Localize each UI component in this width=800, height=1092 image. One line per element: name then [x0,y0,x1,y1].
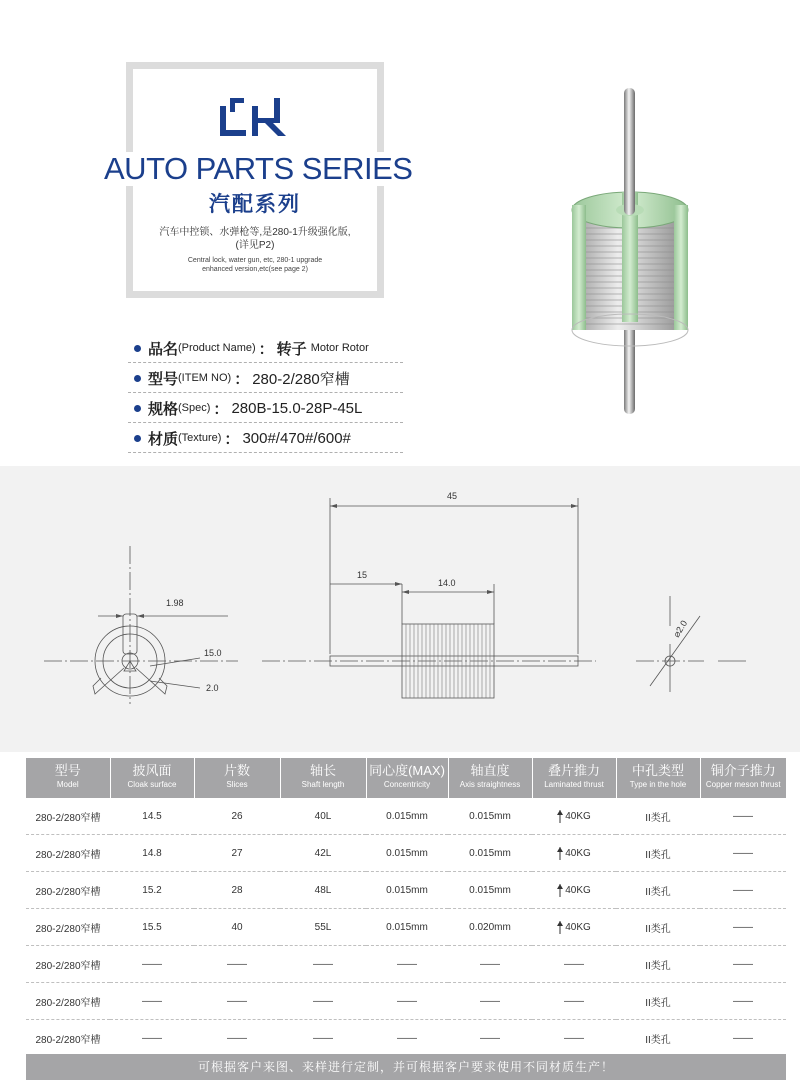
dimension-150-label: 15.0 [204,648,222,658]
spec-item-no: 型号 (ITEM NO) ： 280-2/280窄槽 [134,365,350,391]
bullet-icon [134,375,141,382]
description-cn [134,226,376,252]
table-cell: —— [110,946,194,983]
spec-label-en: (Product Name) [178,342,256,354]
table-cell: 280-2/280窄槽 [26,798,110,835]
technical-drawing [0,466,800,752]
dimension-45-label: 45 [447,491,458,501]
table-cell: II类孔 [616,983,700,1020]
thrust-value: 40KG [565,810,591,822]
table-cell: 26 [194,798,280,835]
dimension-14-label: 14.0 [438,578,456,588]
table-cell: 27 [194,835,280,872]
table-cell: 280-2/280窄槽 [26,946,110,983]
table-cell: —— [700,835,786,872]
bullet-icon [134,405,141,412]
thrust-arrow-icon [557,847,563,860]
table-row [26,946,786,983]
table-cell: —— [700,872,786,909]
table-cell: 14.5 [110,798,194,835]
table-cell: 280-2/280窄槽 [26,983,110,1020]
description-cn-line: 汽车中控锁、水弹枪等,是280-1升级强化版, [159,227,351,238]
table-cell: —— [280,983,366,1020]
table-cell: 15.2 [110,872,194,909]
table-cell: 14.8 [110,835,194,872]
table-cell: II类孔 [616,909,700,946]
table-cell: 0.015mm [366,798,448,835]
spec-label: 品名 [148,340,179,358]
table-cell: —— [532,946,616,983]
table-cell: —— [194,946,280,983]
table-cell: —— [194,983,280,1020]
footer-note: 可根据客户来图、来样进行定制，并可根据客户要求使用不同材质生产！ [26,1054,786,1080]
spec-spec: 规格 (Spec) ： 280B-15.0-28P-45L [134,395,362,421]
spec-table [26,758,786,1057]
table-cell: 280-2/280窄槽 [26,1020,110,1057]
table-row [26,872,786,909]
table-cell: II类孔 [616,835,700,872]
thrust-value: 40KG [565,847,591,859]
table-cell: 0.015mm [448,798,532,835]
spec-label-en: (ITEM NO) [178,372,232,384]
description-en-line: Central lock, water gun, etc, 280-1 upgrade [187,257,323,264]
dimension-198-label: 1.98 [166,598,184,608]
table-cell: 28 [194,872,280,909]
column-header: 轴长 Shaft length [280,758,366,798]
rotor-product-image [560,80,700,420]
series-title-cn: 汽配系列 [209,193,301,216]
table-row [26,835,786,872]
thrust-value: 40KG [565,921,591,933]
table-cell: II类孔 [616,946,700,983]
table-cell [532,798,616,835]
table-row [26,983,786,1020]
spec-product-name: 品名 (Product Name) ： 转子 Motor Rotor [134,335,369,361]
divider [128,422,403,423]
divider [128,392,403,393]
spec-label: 规格 [148,400,179,418]
table-cell: —— [366,946,448,983]
table-cell: II类孔 [616,798,700,835]
table-cell: —— [700,798,786,835]
table-cell [532,835,616,872]
thrust-arrow-icon [557,810,563,823]
table-header-row [26,758,786,798]
table-cell: II类孔 [616,1020,700,1057]
table-cell: 15.5 [110,909,194,946]
table-cell: 55L [280,909,366,946]
spec-label-en: (Texture) [178,432,222,444]
table-cell: —— [532,1020,616,1057]
table-cell [532,872,616,909]
column-header: 同心度(MAX) Concentricity [366,758,448,798]
table-cell: —— [700,946,786,983]
series-title: AUTO PARTS SERIES [104,151,413,186]
spec-value: 转子 [276,340,307,358]
spec-label: 型号 [148,370,179,388]
table-cell: —— [194,1020,280,1057]
table-cell [532,909,616,946]
table-cell: 0.015mm [366,835,448,872]
description-en [134,256,376,274]
description-en-line: enhanced version,etc(see page 2) [202,266,308,273]
table-cell: —— [448,946,532,983]
diameter-label: ⌀2.0 [671,618,690,640]
spec-label: 材质 [148,430,179,448]
spec-value-en: Motor Rotor [310,342,369,354]
table-cell: 0.015mm [448,872,532,909]
table-cell: 40L [280,798,366,835]
table-row [26,909,786,946]
column-header: 披风面 Cloak surface [110,758,194,798]
table-cell: 0.020mm [448,909,532,946]
table-cell: —— [110,1020,194,1057]
table-cell: 0.015mm [448,835,532,872]
thrust-value: 40KG [565,884,591,896]
dimension-20-label: 2.0 [206,683,219,693]
table-row [26,1020,786,1057]
table-cell: II类孔 [616,872,700,909]
column-header: 中孔类型 Type in the hole [616,758,700,798]
table-cell: —— [366,1020,448,1057]
column-header: 轴直度 Axis straightness [448,758,532,798]
bullet-icon [134,345,141,352]
divider [128,362,403,363]
table-cell: 280-2/280窄槽 [26,835,110,872]
table-cell: —— [700,909,786,946]
table-cell: 42L [280,835,366,872]
table-cell: 0.015mm [366,909,448,946]
spec-label-en: (Spec) [178,402,211,414]
description-cn-line: (详见P2) [235,240,275,251]
bullet-icon [134,435,141,442]
thrust-arrow-icon [557,921,563,934]
table-cell: —— [366,983,448,1020]
column-header: 铜介子推力 Copper meson thrust [700,758,786,798]
divider [128,452,403,453]
spec-texture: 材质 (Texture) ： 300#/470#/600# [134,425,351,451]
column-header: 型号 Model [26,758,110,798]
table-cell: 40 [194,909,280,946]
table-cell: —— [110,983,194,1020]
column-header: 片数 Slices [194,758,280,798]
table-cell: 48L [280,872,366,909]
brand-logo-icon [214,92,294,142]
table-cell: —— [700,1020,786,1057]
column-header: 叠片推力 Laminated thrust [532,758,616,798]
table-cell: —— [448,1020,532,1057]
thrust-arrow-icon [557,884,563,897]
table-cell: —— [448,983,532,1020]
table-cell: 280-2/280窄槽 [26,872,110,909]
table-cell: —— [700,983,786,1020]
table-cell: 280-2/280窄槽 [26,909,110,946]
table-cell: —— [280,946,366,983]
table-row [26,798,786,835]
table-cell: 0.015mm [366,872,448,909]
spec-value: 300#/470#/600# [242,429,351,447]
spec-value: 280-2/280窄槽 [252,370,350,388]
dimension-15-label: 15 [357,570,368,580]
table-cell: —— [280,1020,366,1057]
spec-value: 280B-15.0-28P-45L [231,399,363,417]
table-cell: —— [532,983,616,1020]
